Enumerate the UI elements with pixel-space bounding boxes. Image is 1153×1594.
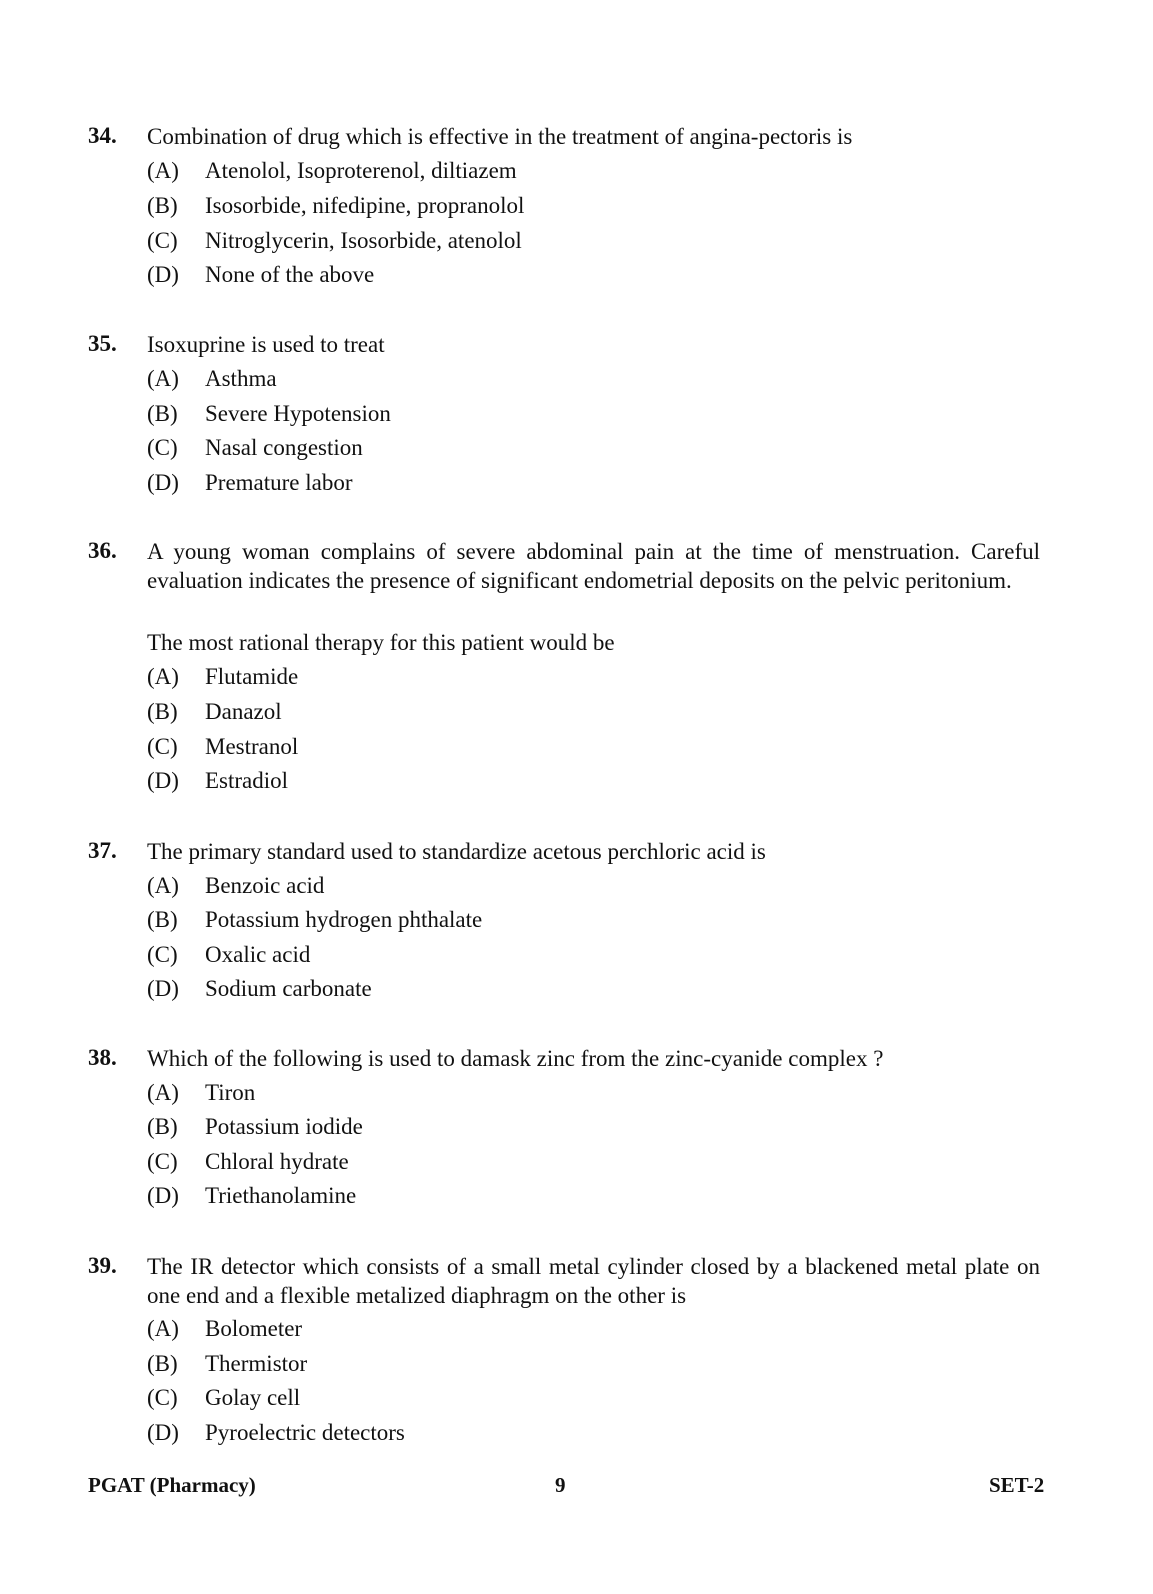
option-label: (D) bbox=[147, 1183, 179, 1208]
option-text: Potassium iodide bbox=[205, 1114, 363, 1139]
option-label: (D) bbox=[147, 262, 179, 287]
option-label: (D) bbox=[147, 1420, 179, 1445]
question-number: 39. bbox=[88, 1253, 117, 1278]
option-label: (C) bbox=[147, 228, 178, 253]
option-text: Thermistor bbox=[205, 1351, 308, 1376]
option-text: Mestranol bbox=[205, 734, 299, 759]
option-text: None of the above bbox=[205, 262, 375, 287]
option-label: (B) bbox=[147, 401, 178, 426]
option-label: (C) bbox=[147, 1385, 178, 1410]
question-stem: The primary standard used to standardize acetous perchloric acid is bbox=[147, 839, 766, 864]
option-text: Isosorbide, nifedipine, propranolol bbox=[205, 193, 525, 218]
question-stem: A young woman complains of severe abdominal pain at the time of menstruation. Careful evaluation indicates the presence of significant endometrial deposits on the pelvic peritonium. bbox=[147, 539, 1040, 593]
question-stem: Isoxuprine is used to treat bbox=[147, 332, 385, 357]
option-text: Golay cell bbox=[205, 1385, 301, 1410]
option-text: Tiron bbox=[205, 1080, 256, 1105]
option-label: (D) bbox=[147, 976, 179, 1001]
footer-page-number: 9 bbox=[555, 1473, 566, 1497]
option-text: Atenolol, Isoproterenol, diltiazem bbox=[205, 158, 517, 183]
option-text: Estradiol bbox=[205, 768, 289, 793]
option-label: (C) bbox=[147, 734, 178, 759]
option-label: (B) bbox=[147, 907, 178, 932]
option-text: Nitroglycerin, Isosorbide, atenolol bbox=[205, 228, 522, 253]
option-label: (A) bbox=[147, 873, 179, 898]
option-text: Flutamide bbox=[205, 664, 299, 689]
option-label: (B) bbox=[147, 1114, 178, 1139]
question-stem: Which of the following is used to damask zinc from the zinc-cyanide complex ? bbox=[147, 1046, 884, 1071]
footer-exam-name: PGAT (Pharmacy) bbox=[88, 1473, 256, 1497]
option-label: (C) bbox=[147, 435, 178, 460]
option-label: (B) bbox=[147, 1351, 178, 1376]
footer-set-code: SET-2 bbox=[989, 1473, 1045, 1497]
option-text: Potassium hydrogen phthalate bbox=[205, 907, 483, 932]
question-stem: The IR detector which consists of a small metal cylinder closed by a blackened metal plate on one end and a flexible metalized diaphragm on the other is bbox=[147, 1254, 1040, 1308]
option-label: (B) bbox=[147, 193, 178, 218]
question-number: 38. bbox=[88, 1045, 117, 1070]
option-text: Danazol bbox=[205, 699, 282, 724]
option-label: (A) bbox=[147, 366, 179, 391]
question-stem: Combination of drug which is effective in the treatment of angina-pectoris is bbox=[147, 124, 853, 149]
option-text: Sodium carbonate bbox=[205, 976, 372, 1001]
option-text: Bolometer bbox=[205, 1316, 303, 1341]
option-label: (C) bbox=[147, 1149, 178, 1174]
option-label: (A) bbox=[147, 158, 179, 183]
option-label: (A) bbox=[147, 664, 179, 689]
option-text: Premature labor bbox=[205, 470, 353, 495]
option-label: (D) bbox=[147, 470, 179, 495]
option-label: (B) bbox=[147, 699, 178, 724]
question-number: 34. bbox=[88, 123, 117, 148]
option-label: (C) bbox=[147, 942, 178, 967]
question-number: 36. bbox=[88, 538, 117, 563]
question-number: 37. bbox=[88, 838, 117, 863]
option-text: Benzoic acid bbox=[205, 873, 325, 898]
option-text: Severe Hypotension bbox=[205, 401, 391, 426]
option-text: Oxalic acid bbox=[205, 942, 311, 967]
option-text: Chloral hydrate bbox=[205, 1149, 349, 1174]
option-text: Triethanolamine bbox=[205, 1183, 357, 1208]
option-label: (A) bbox=[147, 1316, 179, 1341]
option-text: Asthma bbox=[205, 366, 277, 391]
option-label: (D) bbox=[147, 768, 179, 793]
option-label: (A) bbox=[147, 1080, 179, 1105]
question-stem-continued: The most rational therapy for this patient would be bbox=[147, 630, 615, 655]
option-text: Pyroelectric detectors bbox=[205, 1420, 405, 1445]
option-text: Nasal congestion bbox=[205, 435, 363, 460]
question-number: 35. bbox=[88, 331, 117, 356]
